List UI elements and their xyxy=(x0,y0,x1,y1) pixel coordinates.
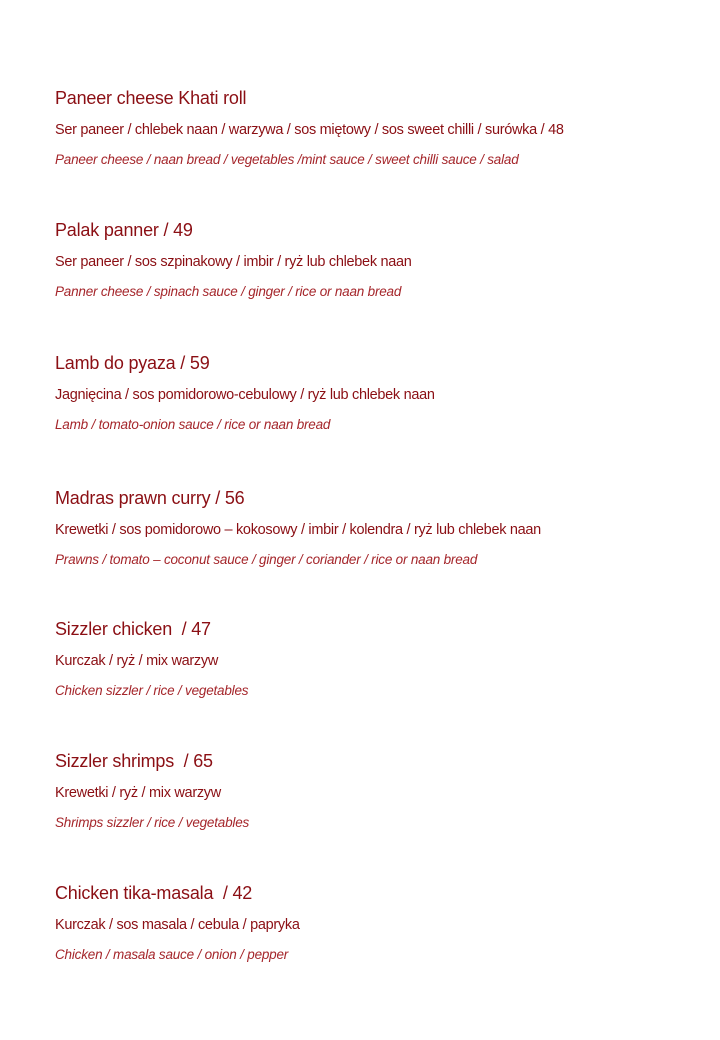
dish-description-pl: Kurczak / ryż / mix warzyw xyxy=(55,653,218,669)
dish-title: Lamb do pyaza / 59 xyxy=(55,353,210,373)
dish-description-en: Lamb / tomato-onion sauce / rice or naan bread xyxy=(55,417,331,432)
menu-item-palak-panner xyxy=(55,218,695,299)
dish-description-pl: Kurczak / sos masala / cebula / papryka xyxy=(55,917,300,933)
menu-item-madras-prawn-curry xyxy=(55,486,695,567)
menu-item-sizzler-chicken xyxy=(55,617,695,698)
menu-item-chicken-tika-masala xyxy=(55,881,695,962)
dish-description-en: Chicken / masala sauce / onion / pepper xyxy=(55,947,289,962)
dish-description-pl: Ser paneer / chlebek naan / warzywa / sos miętowy / sos sweet chilli / surówka / 48 xyxy=(55,122,564,138)
dish-title: Sizzler shrimps / 65 xyxy=(55,751,213,771)
menu-item-sizzler-shrimps xyxy=(55,749,695,830)
dish-title: Madras prawn curry / 56 xyxy=(55,488,245,508)
dish-description-en: Shrimps sizzler / rice / vegetables xyxy=(55,815,250,830)
dish-description-en: Prawns / tomato – coconut sauce / ginger / coriander / rice or naan bread xyxy=(55,552,478,567)
dish-title: Chicken tika-masala / 42 xyxy=(55,883,253,903)
dish-title: Paneer cheese Khati roll xyxy=(55,88,247,108)
dish-title: Sizzler chicken / 47 xyxy=(55,619,211,639)
menu-item-lamb-do-pyaza xyxy=(55,351,695,432)
dish-description-en: Panner cheese / spinach sauce / ginger / rice or naan bread xyxy=(55,284,402,299)
dish-description-en: Chicken sizzler / rice / vegetables xyxy=(55,683,249,698)
dish-description-pl: Jagnięcina / sos pomidorowo-cebulowy / ryż lub chlebek naan xyxy=(55,387,435,403)
dish-description-pl: Krewetki / ryż / mix warzyw xyxy=(55,785,221,801)
dish-description-en: Paneer cheese / naan bread / vegetables /mint sauce / sweet chilli sauce / salad xyxy=(55,152,519,167)
dish-title: Palak panner / 49 xyxy=(55,220,193,240)
dish-description-pl: Ser paneer / sos szpinakowy / imbir / ryż lub chlebek naan xyxy=(55,254,412,270)
dish-description-pl: Krewetki / sos pomidorowo – kokosowy / imbir / kolendra / ryż lub chlebek naan xyxy=(55,522,541,538)
menu-item-paneer-khati-roll xyxy=(55,86,695,167)
